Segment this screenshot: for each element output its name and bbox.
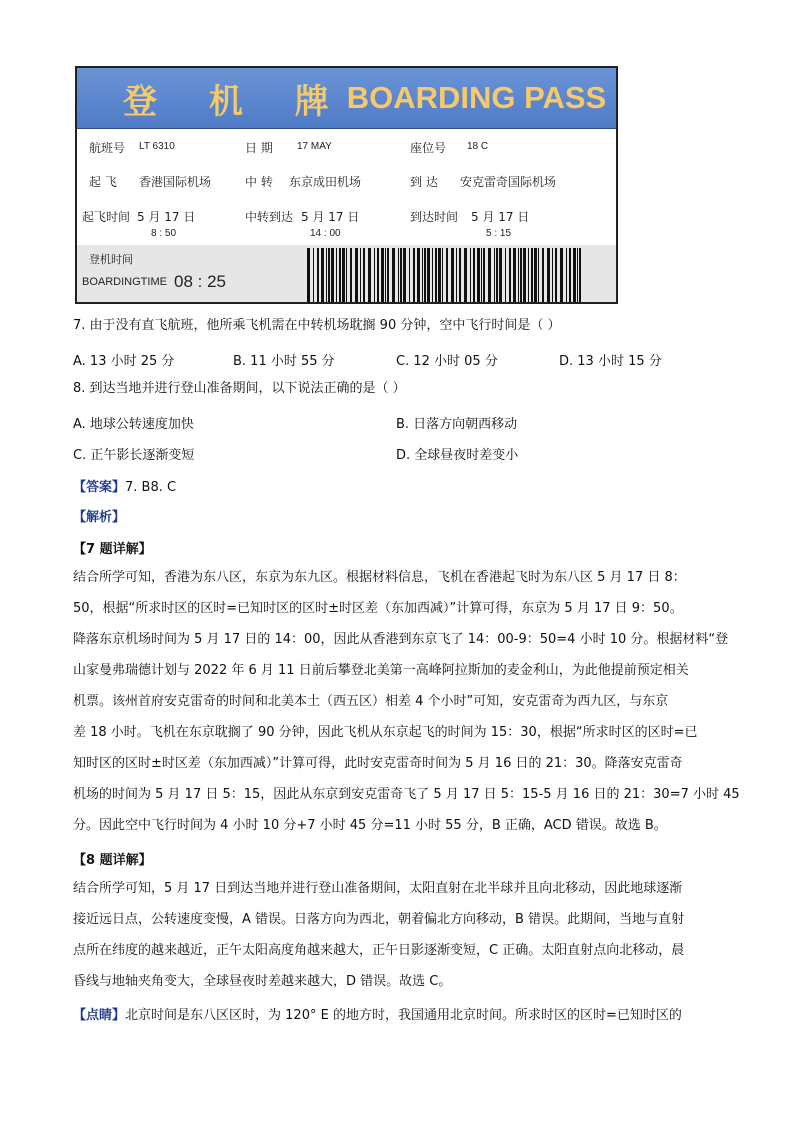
answer-text: 7. B8. C [125, 480, 177, 495]
barcode-bar [520, 248, 522, 303]
barcode-bar [377, 248, 379, 303]
barcode-bar [555, 248, 557, 303]
dep-time-label: 起飞时间 [82, 210, 131, 224]
detail-8-line: 接近远日点，公转速度变慢，A 错误。日落方向为西北，朝着偏北方向移动，B 错误。此期间，当地与直射 [73, 912, 685, 927]
question-8-stem: 8. 到达当地并进行登山准备期间，以下说法正确的是（ ） [73, 381, 406, 396]
transit-time-date: 5 月 17 日 [301, 210, 360, 224]
barcode-bar [417, 248, 420, 303]
arr-time-date: 5 月 17 日 [471, 210, 530, 224]
barcode-bar [513, 248, 516, 303]
barcode-bar [505, 248, 506, 303]
depart-airport: 香港国际机场 [139, 175, 212, 189]
transit-time-label: 中转到达 [245, 210, 294, 224]
barcode-bar [499, 248, 502, 303]
detail-7-paragraph [73, 562, 740, 841]
boarding-pass-image [75, 66, 618, 304]
answer-tag: 【答案】 [73, 480, 126, 495]
barcode-bar [552, 248, 553, 303]
barcode-bar [560, 248, 563, 303]
dep-time-date: 5 月 17 日 [137, 210, 196, 224]
detail-7-tag: 【7 题详解】 [73, 542, 152, 557]
barcode-bar [326, 248, 327, 303]
tip-line [73, 1004, 682, 1023]
barcode-bar [438, 248, 441, 303]
barcode-bar [403, 248, 406, 303]
barcode-bar [481, 248, 482, 303]
barcode-bar [413, 248, 415, 303]
barcode-bar [427, 248, 430, 303]
barcode-bar [336, 248, 337, 303]
barcode-bar [400, 248, 402, 303]
barcode-bar [477, 248, 480, 303]
barcode-bar [374, 248, 375, 303]
barcode-bar [531, 248, 533, 303]
barcode-bar [577, 248, 578, 303]
barcode-bar [409, 248, 410, 303]
detail-8-line: 结合所学可知，5 月 17 日到达当地并进行登山准备期间，太阳直射在北半球并且向北移动，因此地球逐渐 [73, 881, 683, 896]
barcode-bar [385, 248, 386, 303]
barcode-bar [363, 248, 365, 303]
question-7-stem: 7. 由于没有直飞航班，他所乘飞机需在中转机场耽搁 90 分钟，空中飞行时间是（ ） [73, 318, 561, 333]
detail-7-line: 知时区的区时±时区差（东加西减）”计算可得，此时安克雷奇时间为 5 月 16 日的 21：30。降落安克雷奇 [73, 756, 683, 771]
barcode-bar [488, 248, 491, 303]
dep-time-value: 8 : 50 [151, 228, 177, 239]
barcode-bar [566, 248, 567, 303]
question-7-option-a: A. 13 小时 25 分 [73, 354, 175, 369]
barcode-bar [528, 248, 529, 303]
detail-8-tag: 【8 题详解】 [73, 853, 152, 868]
question-7-option-b: B. 11 小时 55 分 [233, 354, 335, 369]
detail-8-paragraph [73, 873, 723, 997]
detail-7-line: 降落东京机场时间为 5 月 17 日的 14：00，因此从香港到东京飞了 14：00-9：50=4 小时 10 分。根据材料“登 [73, 632, 729, 647]
barcode-bar [360, 248, 361, 303]
barcode-bar [328, 248, 330, 303]
barcode-bar [470, 248, 471, 303]
seat-label: 座位号 [410, 141, 447, 155]
answer-line [73, 476, 176, 495]
arr-time-label: 到达时间 [410, 210, 459, 224]
barcode-bar [339, 248, 341, 303]
barcode-bar [355, 248, 358, 303]
barcode-bar [317, 248, 319, 303]
question-8-option-d: D. 全球昼夜时差变小 [396, 448, 519, 463]
barcode [307, 248, 587, 303]
barcode-bar [307, 248, 310, 303]
detail-8-line: 点所在纬度的越来越近，正午太阳高度角越来越大，正午日影逐渐变短，C 正确。太阳直射点向北移动，晨 [73, 943, 685, 958]
detail-7-line: 山家曼弗瑞德计划与 2022 年 6 月 11 日前后攀登北美第一高峰阿拉斯加的麦金利山，为此他提前预定相关 [73, 663, 689, 678]
barcode-bar [534, 248, 537, 303]
barcode-bar [494, 248, 495, 303]
barcode-bar [483, 248, 485, 303]
question-8-option-a: A. 地球公转速度加快 [73, 417, 194, 432]
analysis-tag: 【解析】 [73, 510, 126, 525]
barcode-bar [569, 248, 571, 303]
barcode-bar [464, 248, 467, 303]
barcode-bar [313, 248, 314, 303]
detail-7-line: 差 18 小时。飞机在东京耽搁了 90 分钟，因此飞机从东京起飞的时间为 15：30，根据“所求时区的区时=已 [73, 725, 698, 740]
barcode-bar [432, 248, 433, 303]
detail-7-line: 结合所学可知，香港为东八区，东京为东九区。根据材料信息，飞机在香港起飞时为东八区 5 月 17 日 8： [73, 570, 686, 585]
detail-8-line: 昏线与地轴夹角变大，全球昼夜时差越来越大，D 错误。故选 C。 [73, 974, 452, 989]
flight-label: 航班号 [89, 141, 126, 155]
barcode-bar [442, 248, 443, 303]
transit-label: 中 转 [245, 175, 273, 189]
barcode-bar [342, 248, 345, 303]
barcode-bar [542, 248, 544, 303]
barcode-bar [518, 248, 519, 303]
seat-value: 18 C [467, 141, 489, 152]
barcode-bar [446, 248, 448, 303]
barcode-bar [523, 248, 526, 303]
barcode-bar [509, 248, 511, 303]
barcode-bar [387, 248, 389, 303]
barcode-bar [346, 248, 347, 303]
barcode-bar [538, 248, 539, 303]
arrive-airport: 安克雷奇国际机场 [460, 175, 557, 189]
barcode-bar [422, 248, 423, 303]
barcode-bar [573, 248, 576, 303]
barcode-bar [473, 248, 475, 303]
flight-value: LT 6310 [139, 141, 175, 152]
barcode-bar [459, 248, 461, 303]
barcode-bar [381, 248, 384, 303]
date-value: 17 MAY [297, 141, 332, 152]
boarding-pass-body [77, 130, 616, 302]
arr-time-value: 5 : 15 [486, 228, 512, 239]
boarding-pass-title-cn: 登 机 牌 [123, 81, 349, 122]
question-7-option-d: D. 13 小时 15 分 [559, 354, 662, 369]
boarding-time-label-en: BOARDINGTIME [82, 276, 167, 288]
question-8-option-c: C. 正午影长逐渐变短 [73, 448, 195, 463]
question-8-option-b: B. 日落方向朝西移动 [396, 417, 518, 432]
boarding-time-label-cn: 登机时间 [89, 253, 133, 266]
tip-tag: 【点睛】 [73, 1008, 126, 1023]
tip-text: 北京时间是东八区区时，为 120° E 的地方时，我国通用北京时间。所求时区的区时=已知时区的 [125, 1008, 682, 1023]
boarding-pass-title-en: BOARDING PASS [346, 80, 607, 115]
question-7-option-c: C. 12 小时 05 分 [396, 354, 498, 369]
barcode-bar [350, 248, 352, 303]
barcode-bar [392, 248, 395, 303]
boarding-pass-header [77, 68, 616, 129]
barcode-bar [321, 248, 324, 303]
detail-7-line: 机票。该州首府安克雷奇的时间和北美本土（西五区）相差 4 个小时”可知，安克雷奇为西九区，与东京 [73, 694, 669, 709]
barcode-bar [368, 248, 371, 303]
barcode-bar [456, 248, 457, 303]
boarding-time-value: 08 : 25 [174, 272, 226, 291]
transit-time-value: 14 : 00 [310, 228, 341, 239]
barcode-bar [424, 248, 426, 303]
barcode-bar [496, 248, 498, 303]
barcode-bar [398, 248, 399, 303]
detail-7-line: 分。因此空中飞行时间为 4 小时 10 分+7 小时 45 分=11 小时 55 分，B 正确，ACD 错误。故选 B。 [73, 818, 667, 833]
barcode-bar [547, 248, 550, 303]
barcode-bar [451, 248, 454, 303]
detail-7-line: 机场的时间为 5 月 17 日 5：15，因此从东京到安克雷奇飞了 5 月 17 日 5：15-5 月 16 日的 21：30=7 小时 45 [73, 787, 740, 802]
barcode-bar [435, 248, 437, 303]
arrive-label: 到 达 [410, 175, 438, 189]
barcode-bar [331, 248, 334, 303]
date-label: 日 期 [245, 141, 273, 155]
depart-label: 起 飞 [89, 175, 117, 189]
detail-7-line: 50，根据“所求时区的区时=已知时区的区时±时区差（东加西减）”计算可得，东京为 5 月 17 日 9：50。 [73, 601, 683, 616]
transit-airport: 东京成田机场 [289, 175, 362, 189]
barcode-bar [579, 248, 581, 303]
